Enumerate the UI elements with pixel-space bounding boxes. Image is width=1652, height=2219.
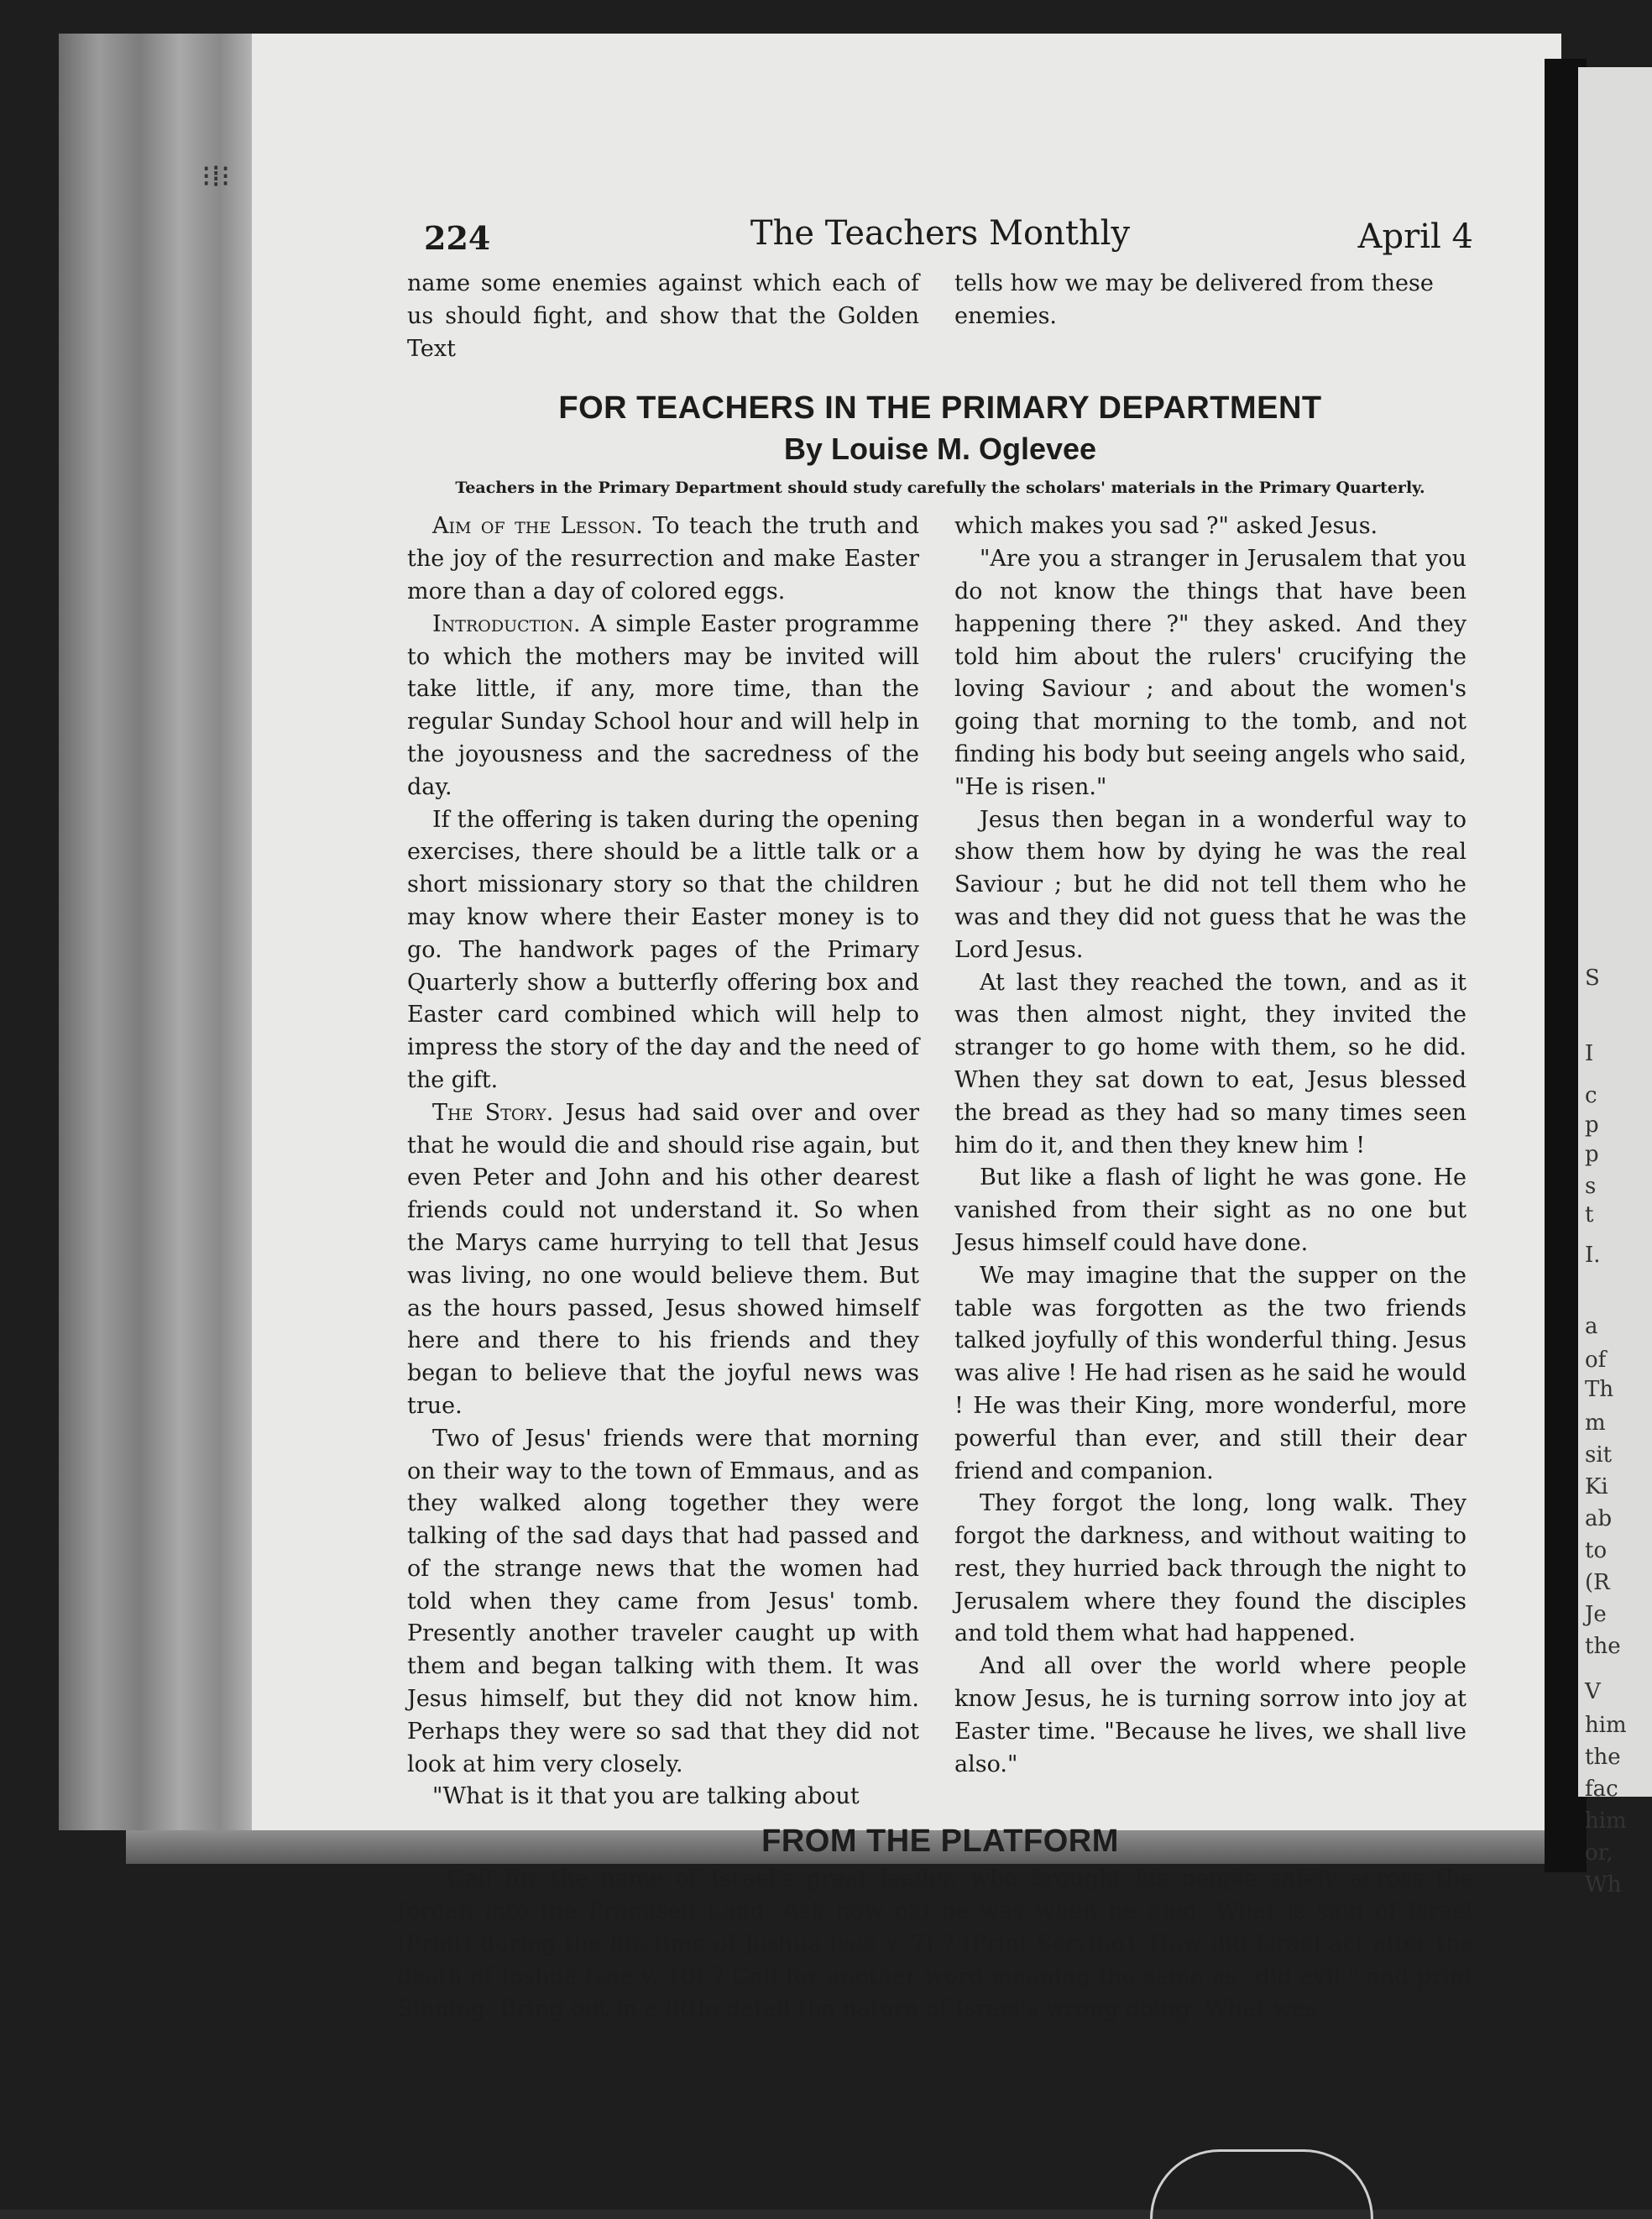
adjacent-page-fragment: p (1585, 1142, 1599, 1167)
adjacent-page-fragment: or, (1585, 1840, 1613, 1866)
section-note: Teachers in the Primary Department should study carefully the scholars' materials in the Primary Quarterly. (455, 479, 1425, 498)
adjacent-page-fragment: the (1585, 1634, 1621, 1659)
paragraph (407, 1781, 919, 1813)
paragraph-text: To teach the truth and the joy of the resurrection and make Easter more than a day of colored eggs. (407, 513, 919, 604)
platform-text: Call for the name of Israel's great leader, who brought his people safely across the Jordan into the Promised Land. Ask how old he was when he died. What is said of Israel (Print) during the life time of Joshua (see v. 7) ? (Print Serving). How did Israel act after the death of Joshua (see v. 10) ? Call for another word meaning the same as "did evil," and print Sinning. Bring out in a little detail the nature of Israel's wrong doing. What was (397, 1866, 1473, 2023)
adjacent-page-fragment: I. (1585, 1243, 1601, 1268)
adjacent-page-fragment: (R (1585, 1570, 1610, 1595)
adjacent-page-fragment: the (1585, 1745, 1621, 1770)
adjacent-page-fragment: Ki (1585, 1474, 1608, 1499)
paragraph: And all over the world where people know Jesus, he is turning sorrow into joy at Easter time. "Because he lives, we shall live also." (954, 1653, 1466, 1777)
paragraph (407, 609, 919, 804)
adjacent-page-fragment: him (1585, 1808, 1627, 1834)
adjacent-page-fragment: him (1585, 1713, 1627, 1738)
adjacent-page-fragment: I (1585, 1041, 1594, 1066)
paragraph (407, 804, 919, 1097)
scanner-artifact (1150, 2149, 1373, 2219)
paragraph (407, 1097, 919, 1423)
page-content (397, 214, 1473, 2026)
book-page-edges (59, 34, 260, 1830)
paragraph: We may imagine that the supper on the table was forgotten as the two friends talked joyfully of this wonderful thing. Jesus was alive ! He had risen as he said he would ! He was their King, more wonderful, more powerful than ever, and still their dear friend and companion. (954, 1262, 1466, 1484)
section-title: FOR TEACHERS IN THE PRIMARY DEPARTMENT (558, 390, 1322, 427)
paragraph-text: Two of Jesus' friends were that morning on their way to the town of Emmaus, and as they walked along together they were talking of the sad days that had passed and of the strange news that the women had told when they came from Jesus' tomb. Presently another traveler caught up with them and began talking with them. It was Jesus himself, but they did not know him. Perhaps they were so sad that they did not look at him very closely. (407, 1425, 919, 1777)
adjacent-page-fragment: a (1585, 1314, 1598, 1339)
page-number: 224 (424, 219, 491, 257)
paragraph: But like a flash of light he was gone. He vanished from their sight as no one but Jesus himself could have done. (954, 1164, 1466, 1256)
adjacent-page-fragment: Wh (1585, 1872, 1622, 1897)
adjacent-page-fragment: Th (1585, 1377, 1614, 1402)
adjacent-page-fragment: to (1585, 1538, 1608, 1563)
intro-columns (407, 268, 1473, 365)
platform-section (397, 1863, 1473, 2026)
intro-left: name some enemies against which each of us should fight, and show that the Golden Text (407, 270, 919, 362)
adjacent-page-fragment: t (1585, 1202, 1594, 1227)
issue-date: April 4 (1357, 217, 1473, 256)
adjacent-page-fragment: Je (1585, 1602, 1607, 1627)
paragraph-text: Jesus had said over and over that he would die and should rise again, but even Peter and John and his other dearest friends could not understand it. So when the Marys came hurrying to tell that Jesus was living, no one would believe them. But as the hours passed, Jesus showed himself here and there to his friends and they began to believe that the joyful news was true. (407, 1099, 919, 1419)
adjacent-page-fragment: p (1585, 1112, 1599, 1138)
adjacent-page-fragment: V (1585, 1679, 1601, 1704)
article-columns (407, 510, 1473, 1813)
adjacent-page-fragment: m (1585, 1410, 1606, 1436)
journal-title: The Teachers Monthly (750, 214, 1131, 253)
running-head (407, 214, 1473, 264)
paragraph: "Are you a stranger in Jerusalem that you do not know the things that have been happening there ?" they asked. And they told him about the rulers' crucifying the loving Saviour ; and about the women's going that morning to the tomb, and not finding his body but seeing angels who said, "He is risen." (954, 546, 1466, 800)
paragraph (407, 510, 919, 608)
adjacent-page-fragment: of (1585, 1348, 1607, 1373)
paragraph: Jesus then began in a wonderful way to show them how by dying he was the real Saviour ; but he did not tell them who he was and they did not guess that he was the Lord Jesus. (954, 806, 1466, 963)
adjacent-page-fragment: c (1585, 1083, 1597, 1108)
byline: By Louise M. Oglevee (783, 432, 1097, 467)
adjacent-page-fragment: s (1585, 1174, 1597, 1199)
paragraph-text: "What is it that you are talking about (432, 1783, 860, 1810)
right-column (954, 510, 1466, 1813)
paragraph-lead: The Story. (432, 1099, 554, 1126)
paragraph-text: A simple Easter programme to which the mothers may be invited will take little, if any, more time, than the regular Sunday School hour and will help in the joyousness and the sacredness of the day. (407, 610, 919, 800)
adjacent-page-fragment: S (1585, 966, 1600, 991)
intro-right: tells how we may be delivered from these enemies. (954, 270, 1434, 329)
paragraph-lead: Introduction. (432, 610, 581, 637)
platform-title: FROM THE PLATFORM (761, 1824, 1119, 1860)
paragraph-lead: Aim of the Lesson. (432, 513, 643, 540)
paragraph: which makes you sad ?" asked Jesus. (954, 513, 1378, 540)
adjacent-page-fragment: fac (1585, 1777, 1618, 1802)
adjacent-page-strip (1578, 67, 1652, 1897)
paragraph (407, 1423, 919, 1782)
adjacent-page-fragment: sit (1585, 1442, 1613, 1468)
paragraph: At last they reached the town, and as it was then almost night, they invited the stranger to go home with them, so he did. When they sat down to eat, Jesus blessed the bread as they had so many times seen him do it, and then they knew him ! (954, 969, 1466, 1159)
paragraph-text: If the offering is taken during the opening exercises, there should be a little talk or a short missionary story so that the children may know where their Easter money is to go. The handwork pages of the Primary Quarterly show a butterfly offering box and Easter card combined which will help to impress the story of the day and the need of the gift. (407, 806, 919, 1093)
left-column (407, 510, 919, 1813)
paragraph: They forgot the long, long walk. They forgot the darkness, and without waiting to rest, they hurried back through the night to Jerusalem where they found the disciples and told them what had happened. (954, 1490, 1466, 1647)
spine-marks: ⁝⁞⁝ (201, 160, 231, 194)
adjacent-page-fragment: ab (1585, 1506, 1613, 1531)
